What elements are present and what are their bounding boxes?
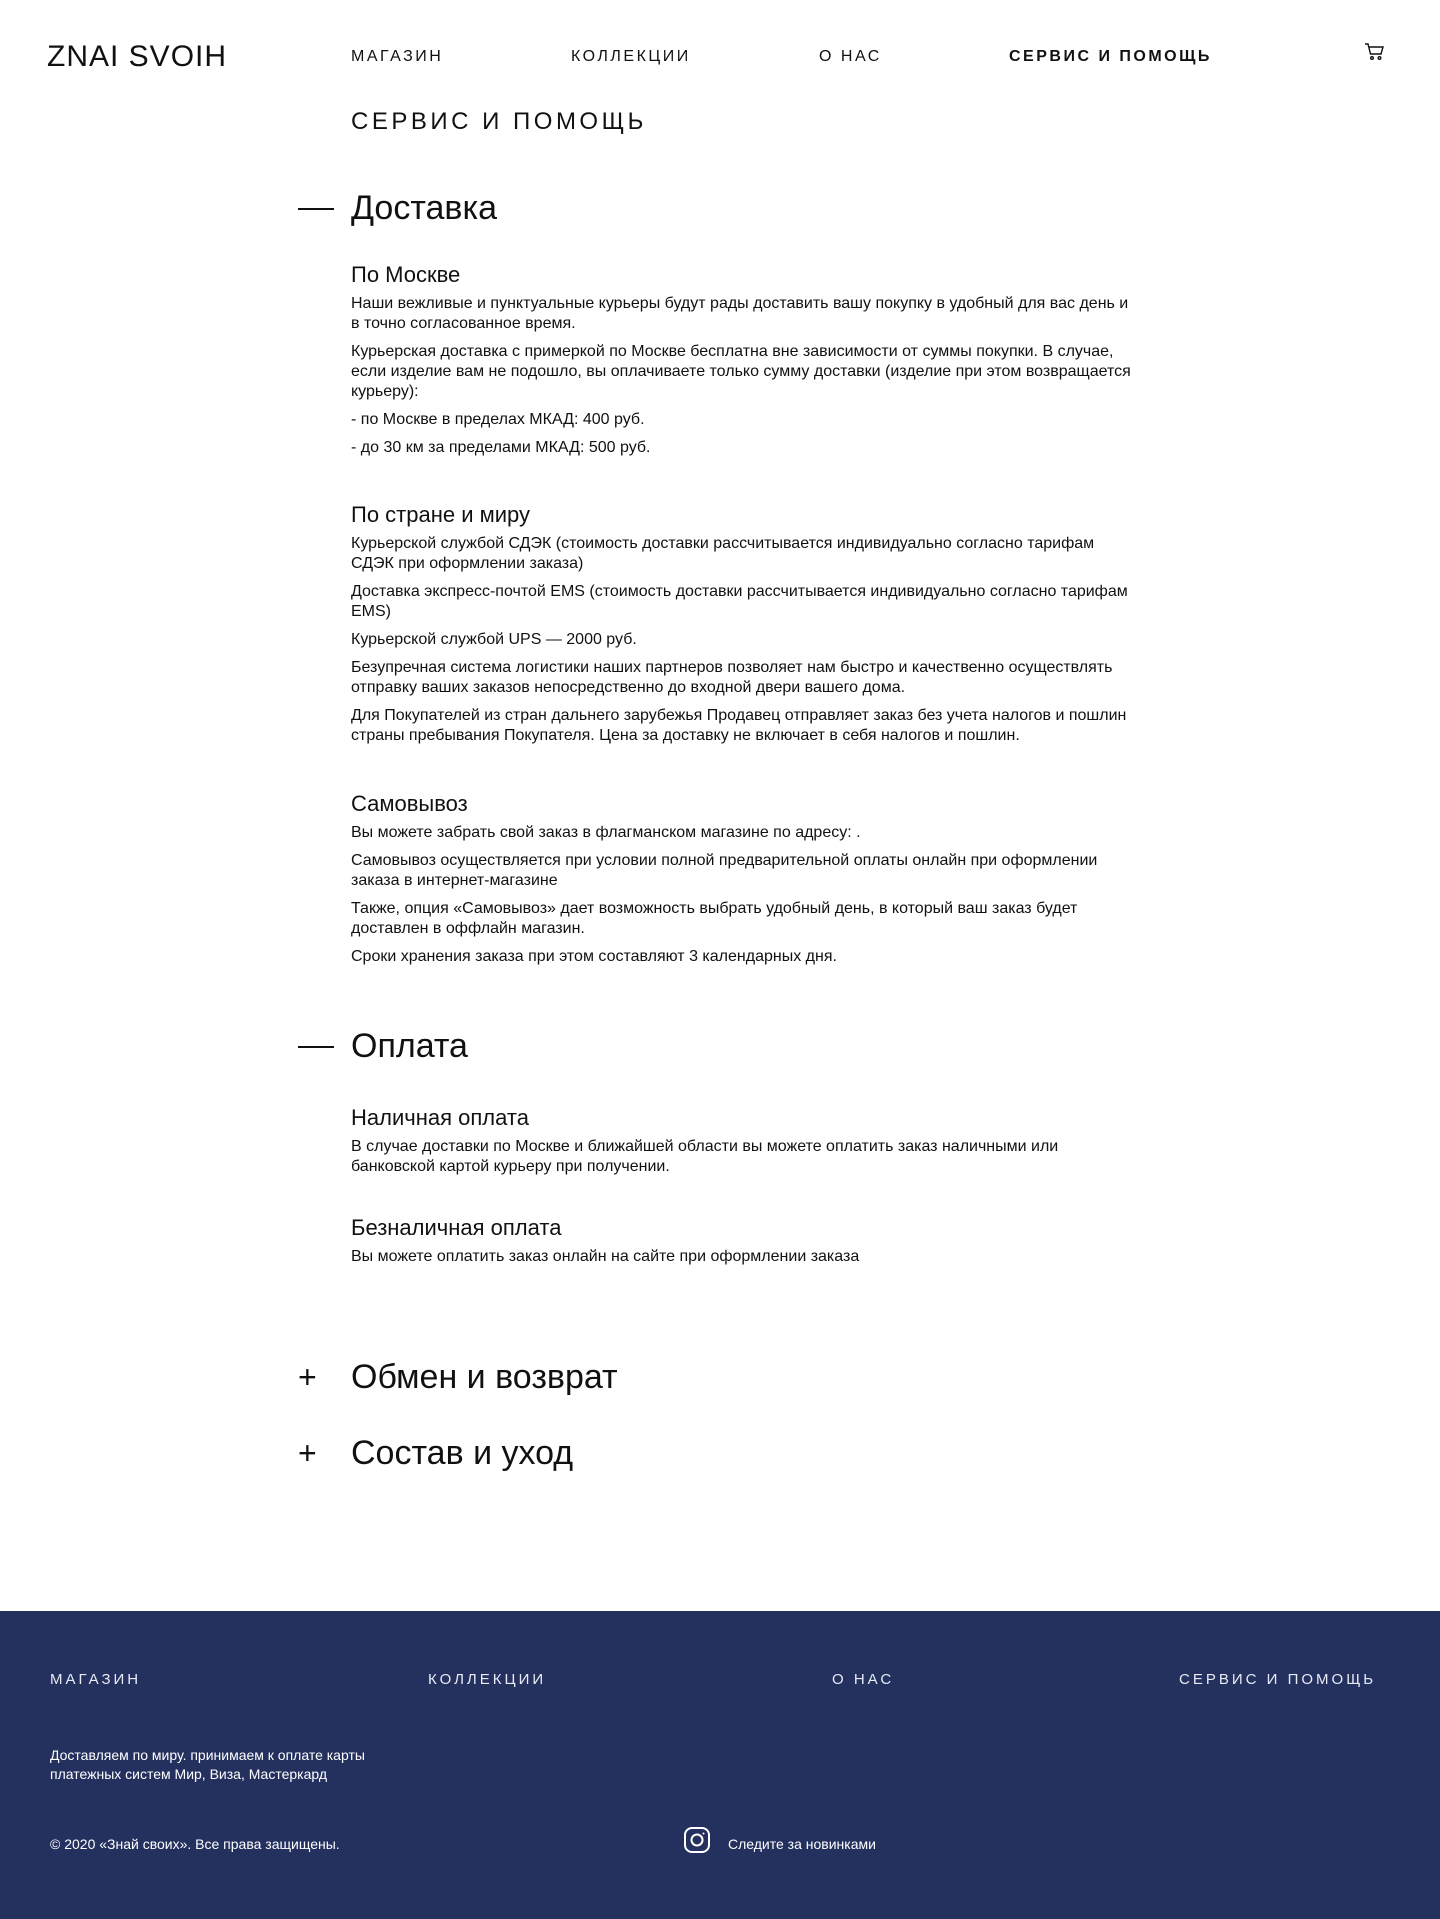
paragraph: - по Москве в пределах МКАД: 400 руб. — [351, 411, 645, 428]
section-delivery-toggle[interactable] — [298, 186, 1198, 236]
section-title-care: Состав и уход — [351, 1434, 574, 1472]
section-care-toggle[interactable] — [298, 1431, 1198, 1481]
subsection-title: Безналичная оплата — [351, 1215, 562, 1240]
page-title: СЕРВИС И ПОМОЩЬ — [351, 108, 647, 135]
nav-service-help[interactable]: СЕРВИС И ПОМОЩЬ — [1009, 48, 1212, 65]
section-payment-toggle[interactable] — [298, 1024, 1198, 1074]
paragraph: Безупречная система логистики наших партнеров позволяет нам быстро и качественно осуществлять отправку ваших заказов непосредственно до входной двери вашего дома. — [351, 659, 1113, 696]
site-logo[interactable]: ZNAI SVOIH — [47, 40, 228, 73]
site-header — [0, 0, 1440, 110]
minus-dash-icon — [298, 208, 334, 210]
section-exchange-toggle[interactable] — [298, 1355, 1198, 1405]
instagram-follow-link[interactable]: Следите за новинками — [728, 1836, 876, 1852]
plus-icon: + — [298, 1359, 317, 1395]
section-title-delivery: Доставка — [351, 189, 498, 227]
footer-nav-service-help[interactable]: СЕРВИС И ПОМОЩЬ — [1179, 1671, 1377, 1688]
paragraph: - до 30 км за пределами МКАД: 500 руб. — [351, 439, 651, 456]
nav-about[interactable]: О НАС — [819, 48, 882, 65]
subsection-title: Самовывоз — [351, 791, 468, 816]
subsection-title: Наличная оплата — [351, 1105, 529, 1130]
footer-nav-collections[interactable]: КОЛЛЕКЦИИ — [428, 1671, 547, 1688]
paragraph: Самовывоз осуществляется при условии полной предварительной оплаты онлайн при оформлении заказа в интернет-магазине — [351, 852, 1098, 889]
paragraph: Курьерская доставка с примеркой по Москве бесплатна вне зависимости от суммы покупки. В случае, если изделие вам не подошло, вы оплачиваете только сумму доставки (изделие при этом возвращается курьеру): — [351, 343, 1131, 400]
subsection-title: По стране и миру — [351, 502, 531, 527]
subsection-cash — [351, 1103, 1131, 1185]
plus-icon: + — [298, 1435, 317, 1471]
paragraph: Вы можете оплатить заказ онлайн на сайте при оформлении заказа — [351, 1248, 860, 1265]
paragraph: Также, опция «Самовывоз» дает возможность выбрать удобный день, в который ваш заказ будет доставлен в оффлайн магазин. — [351, 900, 1078, 937]
footer-nav-shop[interactable]: МАГАЗИН — [50, 1671, 142, 1688]
subsection-moscow — [351, 260, 1131, 466]
section-title-payment: Оплата — [351, 1027, 468, 1065]
nav-collections[interactable]: КОЛЛЕКЦИИ — [571, 48, 691, 65]
site-footer — [0, 1611, 1440, 1919]
footer-copyright: © 2020 «Знай своих». Все права защищены. — [50, 1836, 340, 1852]
instagram-icon[interactable] — [683, 1826, 711, 1854]
paragraph: Курьерской службой UPS — 2000 руб. — [351, 631, 637, 648]
paragraph: Для Покупателей из стран дальнего зарубежья Продавец отправляет заказ без учета налогов и пошлин страны пребывания Покупателя. Цена за доставку не включает в себя налогов и пошлин. — [351, 707, 1127, 744]
subsection-pickup — [351, 789, 1131, 975]
subsection-world — [351, 500, 1131, 754]
footer-nav-about[interactable]: О НАС — [832, 1671, 895, 1688]
nav-shop[interactable]: МАГАЗИН — [351, 48, 444, 65]
minus-dash-icon — [298, 1046, 334, 1048]
paragraph: Наши вежливые и пунктуальные курьеры будут рады доставить вашу покупку в удобный для вас день и в точно согласованное время. — [351, 295, 1129, 332]
paragraph: Сроки хранения заказа при этом составляют 3 календарных дня. — [351, 948, 837, 965]
paragraph: Курьерской службой СДЭК (стоимость доставки рассчитывается индивидуально согласно тарифам СДЭК при оформлении заказа) — [351, 535, 1095, 572]
paragraph: Доставка экспресс-почтой EMS (стоимость доставки рассчитывается индивидуально согласно тарифам EMS) — [351, 583, 1128, 620]
section-title-exchange: Обмен и возврат — [351, 1358, 618, 1396]
subsection-cashless — [351, 1213, 1131, 1275]
paragraph: Вы можете забрать свой заказ в флагманском магазине по адресу: . — [351, 824, 861, 841]
footer-info: Доставляем по миру. принимаем к оплате карты платежных систем Мир, Виза, Мастеркард — [50, 1747, 365, 1782]
paragraph: В случае доставки по Москве и ближайшей области вы можете оплатить заказ наличными или банковской картой курьеру при получении. — [351, 1138, 1059, 1175]
subsection-title: По Москве — [351, 262, 461, 287]
cart-icon[interactable] — [1364, 42, 1386, 62]
